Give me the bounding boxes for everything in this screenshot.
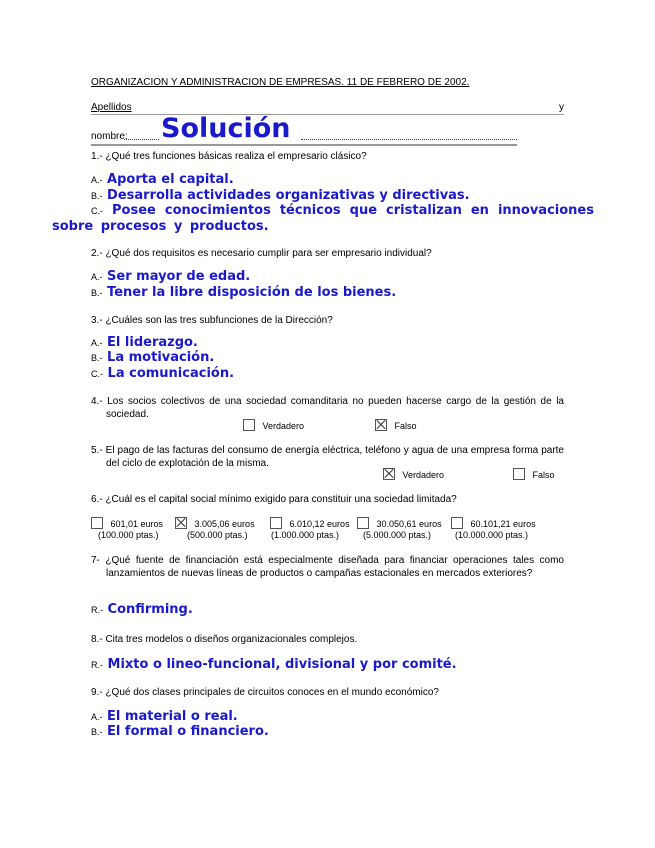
q6-option-3-checkbox[interactable] <box>270 517 282 529</box>
q6-option-2-checkbox[interactable] <box>175 517 187 529</box>
nombre-label: nombre: <box>91 131 128 142</box>
question-7: 7- ¿Qué fuente de financiación está especialmente diseñada para financiar operaciones tales como lanzamientos de nuevas líneas de productos o campañas estacionales en mercados exteriores? <box>91 555 564 579</box>
q4-option-false[interactable]: Falso <box>375 419 417 432</box>
q2-answer-a: A.- Ser mayor de edad. <box>91 269 251 284</box>
exam-title: ORGANIZACION Y ADMINISTRACION DE EMPRESAS. 11 DE FEBRERO DE 2002. <box>91 77 470 88</box>
apellidos-label: Apellidos <box>91 102 132 113</box>
q3-answer-c: C.- La comunicación. <box>91 366 235 381</box>
solucion-heading: Solución <box>161 113 291 144</box>
q6-option-3[interactable]: 6.010,12 euros <box>270 517 350 530</box>
question-1: 1.- ¿Qué tres funciones básicas realiza el empresario clásico? <box>91 151 367 162</box>
q2-answer-b: B.- Tener la libre disposición de los bienes. <box>91 285 397 300</box>
question-9: 9.- ¿Qué dos clases principales de circuitos conoces en el mundo económico? <box>91 687 439 698</box>
question-6: 6.- ¿Cuál es el capital social mínimo exigido para constituir una sociedad limitada? <box>91 494 457 505</box>
question-5: 5.- El pago de las facturas del consumo de energía eléctrica, teléfono y agua de una empresa forma parte del ciclo de explotación de la misma. <box>91 445 564 469</box>
q6-option-4-checkbox[interactable] <box>357 517 369 529</box>
q3-answer-a: A.- El liderazgo. <box>91 335 198 350</box>
q6-option-5-ptas: (10.000.000 ptas.) <box>455 530 529 540</box>
q6-option-4[interactable]: 30.050,61 euros <box>357 517 442 530</box>
q9-answer-b: B.- El formal o financiero. <box>91 724 269 739</box>
q6-option-4-ptas: (5.000.000 ptas.) <box>363 530 432 540</box>
q6-option-5[interactable]: 60.101,21 euros <box>451 517 536 530</box>
q9-answer-a: A.- El material o real. <box>91 709 238 724</box>
q6-option-5-checkbox[interactable] <box>451 517 463 529</box>
q4-option-true[interactable]: Verdadero <box>243 419 304 432</box>
question-2: 2.- ¿Qué dos requisitos es necesario cumplir para ser empresario individual? <box>91 248 432 259</box>
q5-option-true[interactable]: Verdadero <box>383 468 444 481</box>
q5-option-false[interactable]: Falso <box>513 468 555 481</box>
q6-option-1[interactable]: 601,01 euros <box>91 517 163 530</box>
q3-answer-b: B.- La motivación. <box>91 350 215 365</box>
q6-option-1-checkbox[interactable] <box>91 517 103 529</box>
q1-answer-c: C.- Posee conocimientos técnicos que cristalizan en innovaciones sobre procesos y productos. <box>52 203 594 234</box>
q5-true-checkbox[interactable] <box>383 468 395 480</box>
question-3: 3.- ¿Cuáles son las tres subfunciones de la Dirección? <box>91 315 333 326</box>
q6-option-3-ptas: (1.000.000 ptas.) <box>271 530 340 540</box>
q4-true-checkbox[interactable] <box>243 419 255 431</box>
q6-option-2-ptas: (500.000 ptas.) <box>187 530 248 540</box>
q1-answer-b: B.- Desarrolla actividades organizativas y directivas. <box>91 188 470 203</box>
q4-false-checkbox[interactable] <box>375 419 387 431</box>
y-label: y <box>559 102 564 113</box>
q6-option-2[interactable]: 3.005,06 euros <box>175 517 255 530</box>
question-8: 8.- Cita tres modelos o diseños organizacionales complejos. <box>91 634 358 645</box>
question-4: 4.- Los socios colectivos de una sociedad comanditaria no pueden hacerse cargo de la gestión de la sociedad. <box>91 396 564 420</box>
q1-answer-a: A.- Aporta el capital. <box>91 172 234 187</box>
q6-option-1-ptas: (100.000 ptas.) <box>98 530 159 540</box>
q5-false-checkbox[interactable] <box>513 468 525 480</box>
q7-answer: R.- Confirming. <box>91 602 193 617</box>
nombre-line <box>91 113 517 143</box>
q8-answer: R.- Mixto o lineo-funcional, divisional y por comité. <box>91 657 457 672</box>
